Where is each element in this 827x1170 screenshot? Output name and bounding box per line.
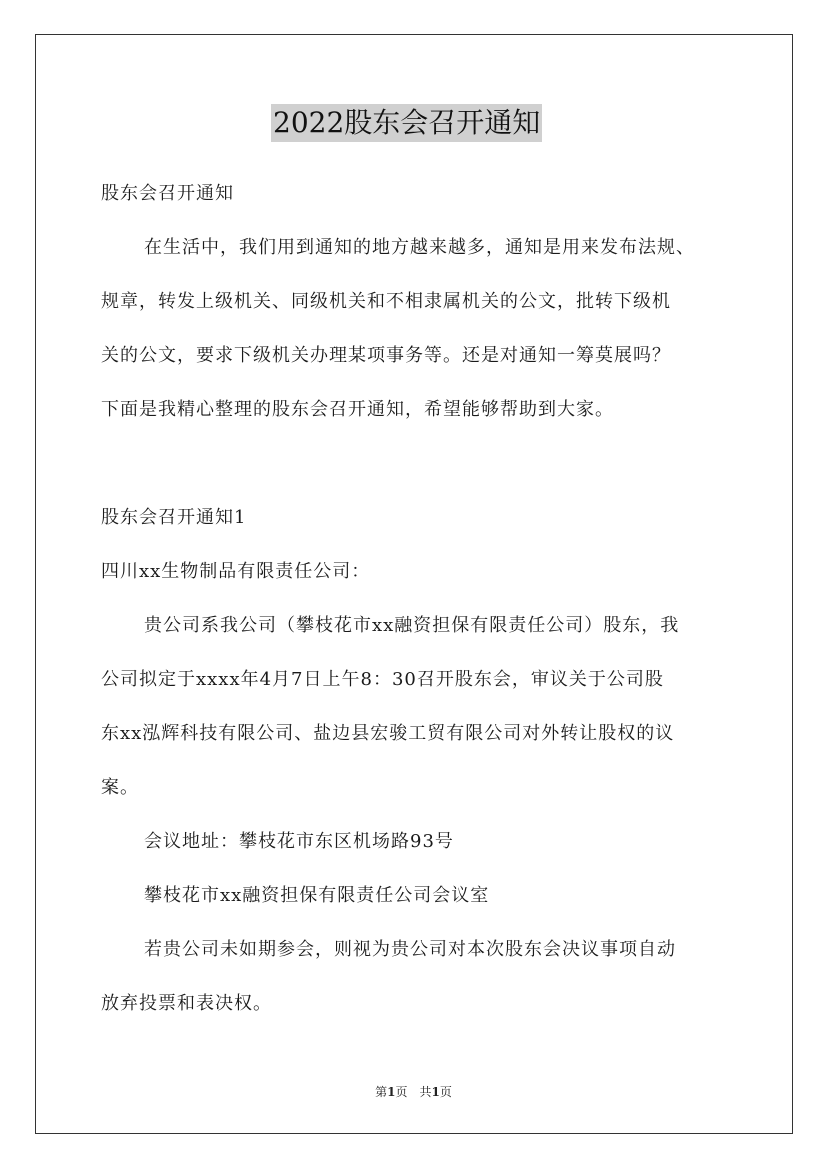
body-line-3: 东xx泓辉科技有限公司、盐边县宏骏工贸有限公司对外转让股权的议 bbox=[101, 723, 675, 744]
intro-line-1: 在生活中，我们用到通知的地方越来越多，通知是用来发布法规、 bbox=[144, 237, 695, 258]
closing-line-1: 若贵公司未如期参会，则视为贵公司对本次股东会决议事项自动 bbox=[144, 939, 676, 960]
footer-middle: 页 共 bbox=[395, 1085, 432, 1099]
document-title: 2022股东会召开通知 bbox=[271, 104, 542, 142]
intro-line-4: 下面是我精心整理的股东会召开通知，希望能够帮助到大家。 bbox=[101, 399, 614, 420]
addressee: 四川xx生物制品有限责任公司： bbox=[101, 561, 371, 582]
footer-total-pages: 1 bbox=[431, 1085, 440, 1099]
meeting-room: 攀枝花市xx融资担保有限责任公司会议室 bbox=[144, 885, 490, 906]
meeting-address: 会议地址：攀枝花市东区机场路93号 bbox=[144, 831, 454, 852]
document-heading: 股东会召开通知 bbox=[101, 183, 234, 204]
body-line-2: 公司拟定于xxxx年4月7日上午8：30召开股东会，审议关于公司股 bbox=[101, 669, 664, 690]
intro-line-3: 关的公文，要求下级机关办理某项事务等。还是对通知一筹莫展吗？ bbox=[101, 345, 671, 366]
footer-page-number: 1 bbox=[387, 1085, 396, 1099]
body-line-4: 案。 bbox=[101, 777, 139, 798]
section-heading: 股东会召开通知1 bbox=[101, 507, 247, 528]
footer-prefix: 第 bbox=[375, 1085, 388, 1099]
page-footer bbox=[0, 1084, 827, 1100]
footer-suffix: 页 bbox=[439, 1085, 452, 1099]
closing-line-2: 放弃投票和表决权。 bbox=[101, 993, 272, 1014]
body-line-1: 贵公司系我公司（攀枝花市xx融资担保有限责任公司）股东，我 bbox=[144, 615, 680, 636]
intro-line-2: 规章，转发上级机关、同级机关和不相隶属机关的公文，批转下级机 bbox=[101, 291, 671, 312]
